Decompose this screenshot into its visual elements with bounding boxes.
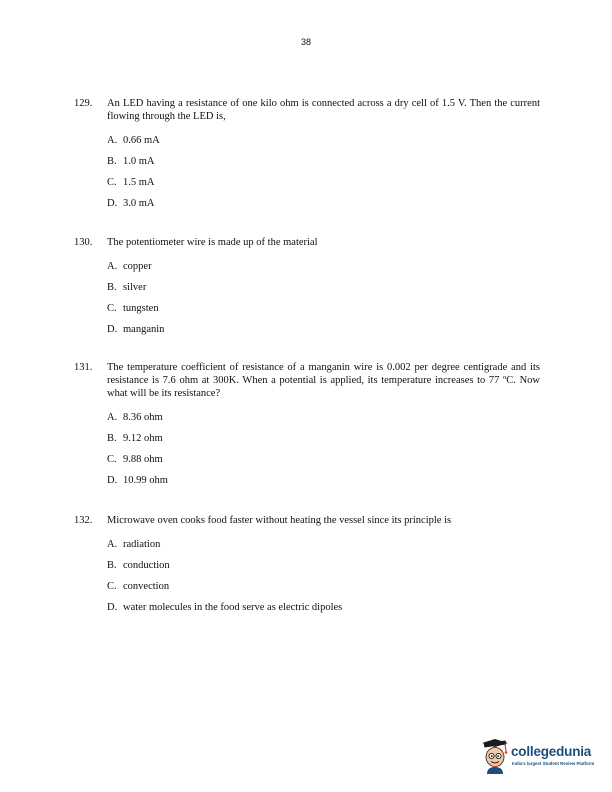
question-number: 130. bbox=[74, 237, 93, 248]
option-letter: A. bbox=[107, 135, 118, 146]
question-number: 129. bbox=[74, 98, 93, 109]
option-d bbox=[107, 323, 540, 344]
question-text: The temperature coefficient of resistance of a manganin wire is 0.002 per degree centigrade and its resistance is 7.6 ohm at 300K. When a potential is applied, its temperature increases to 77 ºC. Now what will be its resistance? bbox=[107, 362, 540, 399]
option-text: tungsten bbox=[123, 303, 159, 314]
option-b bbox=[107, 155, 540, 176]
answer-options bbox=[107, 134, 540, 218]
option-letter: D. bbox=[107, 475, 118, 486]
option-letter: D. bbox=[107, 602, 118, 613]
option-b bbox=[107, 281, 540, 302]
option-text: 1.5 mA bbox=[123, 177, 155, 188]
option-text: silver bbox=[123, 282, 147, 293]
option-letter: C. bbox=[107, 581, 117, 592]
question-text: An LED having a resistance of one kilo ohm is connected across a dry cell of 1.5 V. Then the current flowing through the LED is, bbox=[107, 98, 540, 122]
option-text: conduction bbox=[123, 560, 170, 571]
logo-tagline: India's largest Student Review Platform bbox=[512, 761, 595, 766]
page-number: 38 bbox=[300, 37, 311, 47]
option-c bbox=[107, 302, 540, 323]
option-c bbox=[107, 580, 540, 601]
option-letter: D. bbox=[107, 198, 118, 209]
option-a bbox=[107, 134, 540, 155]
question-text: The potentiometer wire is made up of the material bbox=[107, 237, 318, 248]
answer-options bbox=[107, 260, 540, 344]
option-c bbox=[107, 176, 540, 197]
question-text: Microwave oven cooks food faster without heating the vessel since its principle is bbox=[107, 515, 452, 526]
option-c bbox=[107, 453, 540, 474]
option-a bbox=[107, 538, 540, 559]
option-text: 8.36 ohm bbox=[123, 412, 163, 423]
option-b bbox=[107, 432, 540, 453]
option-d bbox=[107, 474, 540, 495]
option-text: 9.12 ohm bbox=[123, 433, 163, 444]
option-text: 0.66 mA bbox=[123, 135, 160, 146]
option-a bbox=[107, 260, 540, 281]
answer-options bbox=[107, 538, 540, 622]
option-text: convection bbox=[123, 581, 170, 592]
option-text: water molecules in the food serve as electric dipoles bbox=[123, 602, 343, 613]
option-text: radiation bbox=[123, 539, 161, 550]
question-number: 132. bbox=[74, 515, 93, 526]
option-letter: B. bbox=[107, 560, 117, 571]
question-131 bbox=[74, 361, 540, 495]
option-text: copper bbox=[123, 261, 152, 272]
question-129 bbox=[74, 97, 540, 218]
option-letter: D. bbox=[107, 324, 118, 335]
option-letter: B. bbox=[107, 156, 117, 167]
option-text: 3.0 mA bbox=[123, 198, 155, 209]
option-d bbox=[107, 197, 540, 218]
option-letter: B. bbox=[107, 433, 117, 444]
option-letter: A. bbox=[107, 539, 118, 550]
question-130 bbox=[74, 236, 540, 344]
option-letter: A. bbox=[107, 261, 118, 272]
option-a bbox=[107, 411, 540, 432]
option-letter: C. bbox=[107, 303, 117, 314]
option-letter: C. bbox=[107, 177, 117, 188]
answer-options bbox=[107, 411, 540, 495]
option-text: manganin bbox=[123, 324, 165, 335]
option-d bbox=[107, 601, 540, 622]
collegedunia-logo bbox=[481, 738, 601, 780]
question-number: 131. bbox=[74, 362, 93, 373]
logo-wordmark: collegedunia bbox=[511, 744, 592, 759]
option-letter: A. bbox=[107, 412, 118, 423]
question-132 bbox=[74, 514, 540, 622]
graduate-mascot-icon bbox=[481, 738, 509, 774]
option-text: 1.0 mA bbox=[123, 156, 155, 167]
option-text: 10.99 ohm bbox=[123, 475, 168, 486]
option-text: 9.88 ohm bbox=[123, 454, 163, 465]
option-letter: C. bbox=[107, 454, 117, 465]
option-b bbox=[107, 559, 540, 580]
option-letter: B. bbox=[107, 282, 117, 293]
